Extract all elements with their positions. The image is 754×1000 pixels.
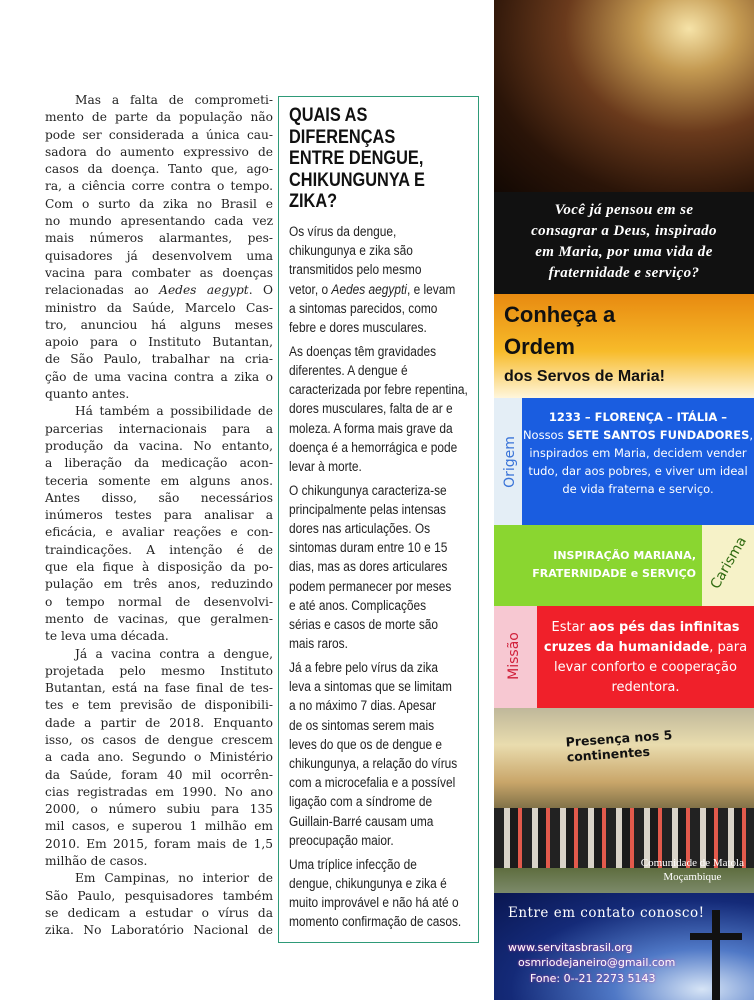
article-line: quanto antes. xyxy=(45,387,130,402)
box-line: chikungunya e zika são xyxy=(289,243,413,260)
article-line: Antes disso, são necessários xyxy=(45,490,273,505)
article-line: ra, a ciência corre contra o tempo. xyxy=(45,179,273,194)
sidebar-box-body xyxy=(289,223,472,937)
cross-icon xyxy=(712,910,720,1000)
box-line: principalmente pelas intensas xyxy=(289,501,447,518)
article-line: 2000, o número subiu para 135 xyxy=(45,802,273,817)
article-line: mais números alarmantes, pes- xyxy=(45,231,273,246)
box-line: sintomas duram entre 10 e 15 xyxy=(289,540,448,557)
article-line: Butantan, está na fase final de tes- xyxy=(45,681,273,696)
article-line: inúmeros testes para analisar a xyxy=(45,508,273,523)
box-line: moleza. A forma mais grave da xyxy=(289,420,453,437)
box-line: doença é a hemorrágica e pode xyxy=(289,439,458,456)
article-line: mento de parte da população não xyxy=(45,110,273,125)
box-line: muito improvável e não há até o xyxy=(289,894,459,911)
article-line: o tempo normal de desenvolvi- xyxy=(45,594,273,609)
box-line: Guillain-Barré causam uma xyxy=(289,813,434,830)
ad-question-line: fraternidade e serviço? xyxy=(548,265,700,281)
box-line: ligação com a síndrome de xyxy=(289,794,433,811)
article-line: vacina para combater as doenças xyxy=(45,265,273,280)
box-line: diferentes. A dengue é xyxy=(289,362,408,379)
article-line: isso, os casos de dengue crescem xyxy=(45,732,273,747)
article-line: casos da doença. Tanto que, ago- xyxy=(45,162,273,177)
article-line: cias registradas em 1990. No ano xyxy=(45,784,273,799)
community-country: Moçambique xyxy=(663,871,722,883)
origem-section xyxy=(494,398,754,525)
box-line: chikungunya, a relação do vírus xyxy=(289,755,458,772)
photo-caption: Presença nos 5 continentes xyxy=(565,727,673,765)
box-line: O chikungunya caracteriza-se xyxy=(289,482,447,499)
article-line: apoio para o Instituto Butantan, xyxy=(45,335,273,350)
box-line xyxy=(289,281,472,300)
box-line: dores nas articulações. Os xyxy=(289,521,431,538)
box-paragraph xyxy=(289,659,472,851)
article-column xyxy=(45,92,273,940)
contact-heading: Entre em contato conosco! xyxy=(508,905,705,921)
italic-term: Aedes aegypti xyxy=(331,281,407,298)
article-line: eficácia, e avaliar reações e con- xyxy=(45,525,273,540)
ad-headline-1: Conheça a xyxy=(504,302,616,327)
carisma-panel xyxy=(494,525,702,606)
ad-headline-section xyxy=(494,294,754,398)
box-line: caracterizada por febre repentina, xyxy=(289,382,468,399)
box-line: Já a febre pelo vírus da zika xyxy=(289,659,439,676)
phone-number: Fone: 0--21 2273 5143 xyxy=(530,972,656,985)
article-line: pode ser considerada a única cau- xyxy=(45,127,273,142)
origem-panel xyxy=(522,398,754,525)
article-line: Mas a falta de comprometi- xyxy=(75,93,273,107)
article-line: Há também a possibilidade de xyxy=(75,404,273,419)
article-line: ção de uma vacina contra a zika o xyxy=(45,369,273,384)
box-title-line: CHIKUNGUNYA E xyxy=(289,169,425,191)
box-line: Uma tríplice infecção de xyxy=(289,856,417,873)
box-line: As doenças têm gravidades xyxy=(289,343,437,360)
box-line: transmitidos pelo mesmo xyxy=(289,262,422,279)
missao-text-post: , para levar conforto e cooperação redentora. xyxy=(554,640,748,695)
article-line: projetada pelo mesmo Instituto xyxy=(45,663,273,678)
ad-headline-2: Ordem xyxy=(504,334,575,359)
italic-term: Aedes aegypt xyxy=(159,283,249,298)
box-line: a sintomas parecidos, como xyxy=(289,300,438,317)
carisma-line: FRATERNIDADE e SERVIÇO xyxy=(532,567,696,580)
text-segment: vetor, o xyxy=(289,281,332,298)
article-line: a liberação da medicação acon- xyxy=(45,456,273,471)
article-line: sadora do aumento expressivo de xyxy=(45,144,273,159)
article-line: milhão de casos. xyxy=(45,854,148,869)
box-line: sérias e casos de morte são xyxy=(289,617,439,634)
website-link[interactable]: www.servitasbrasil.org xyxy=(508,941,633,954)
origem-text-bold: SETE SANTOS FUNDADORES xyxy=(567,428,750,442)
box-line: mais raros. xyxy=(289,636,348,653)
box-line: a no máximo 7 dias. Apesar xyxy=(289,698,437,715)
ad-question xyxy=(494,192,754,294)
article-line: mento de vacinas, que geralmen- xyxy=(45,611,273,626)
text-segment: . O xyxy=(248,283,273,298)
article-line xyxy=(45,282,273,299)
box-line: leves do que os de dengue e xyxy=(289,736,443,753)
ad-question-line: Você já pensou em se xyxy=(554,202,694,218)
ad-question-line: consagrar a Deus, inspirado xyxy=(531,223,717,239)
article-line: São Paulo, pesquisadores também xyxy=(45,888,273,903)
carisma-section xyxy=(494,525,754,606)
cross-icon-bar xyxy=(690,933,742,940)
article-line: produção da vacina. No entanto, xyxy=(45,438,273,453)
article-line: dade a partir de 2018. Enquanto xyxy=(45,715,273,730)
origem-date: 1233 – FLORENÇA – ITÁLIA – xyxy=(548,410,728,424)
origem-text-pre: Nossos xyxy=(522,428,568,442)
article-line: pulação em três anos, reduzindo xyxy=(45,577,273,592)
article-line: no mundo apresentando cada vez xyxy=(45,214,273,229)
text-segment: relacionadas ao xyxy=(45,283,160,298)
box-line: leva a sintomas que se limitam xyxy=(289,679,452,696)
box-line: dias, mas as dores articulares xyxy=(289,559,448,576)
contact-section xyxy=(494,893,754,1000)
article-line: da Saúde, foram 40 mil ocorrên- xyxy=(45,767,273,782)
box-paragraph xyxy=(289,343,472,477)
carisma-label: Carisma xyxy=(707,534,751,592)
article-line: 2010. Em 2015, foram mais de 1,5 xyxy=(45,836,273,851)
article-line: mil casos, e superou 1 milhão em xyxy=(45,819,273,834)
box-line: preocupação maior. xyxy=(289,832,394,849)
box-line: momento confirmação de casos. xyxy=(289,914,462,931)
article-line: Com o surto da zika no Brasil e xyxy=(45,196,273,211)
box-line: levar à morte. xyxy=(289,458,362,475)
origem-text-post: , inspirados em Maria, decidem vender tudo, dar aos pobres, e viver um ideal de vida fraterna e serviço. xyxy=(528,428,754,496)
article-line: de São Paulo, trabalhar na cria- xyxy=(45,352,273,367)
article-line: a cada ano. Segundo o Ministério xyxy=(45,750,273,765)
sidebar-box-title xyxy=(289,105,478,213)
servos-de-maria-advertisement xyxy=(494,0,754,1000)
box-title-line: QUAIS AS xyxy=(289,105,368,126)
box-paragraph xyxy=(289,482,472,655)
missao-section xyxy=(494,606,754,708)
article-line: tes e tem previsão de disponibili- xyxy=(45,698,273,713)
missao-label: Missão xyxy=(505,632,522,680)
box-line: podem permanecer por meses xyxy=(289,578,452,595)
box-line: febre e dores musculares. xyxy=(289,320,427,337)
box-paragraph xyxy=(289,223,472,338)
box-line: Os vírus da dengue, xyxy=(289,224,397,240)
box-title-line: ENTRE DENGUE, xyxy=(289,148,424,169)
text-segment: , e levam xyxy=(406,281,456,298)
ad-headline-3: dos Servos de Maria! xyxy=(504,368,665,385)
box-line: dengue, chikungunya e zika é xyxy=(289,875,447,892)
box-line: com a microcefalia e a possível xyxy=(289,775,456,792)
community-name: Comunidade de Matola xyxy=(640,857,744,869)
article-line: que ela fique à disposição da po- xyxy=(45,560,273,575)
box-line: dores musculares, falta de ar e xyxy=(289,401,453,418)
box-title-line: DIFERENÇAS xyxy=(289,126,396,148)
article-line: tro, anunciou há alguns meses xyxy=(45,317,273,332)
missao-text-pre: Estar xyxy=(551,620,590,635)
article-line: Em Campinas, no interior de xyxy=(75,871,273,886)
article-line: se dedicam a estudar o vírus da xyxy=(45,905,273,920)
origem-label: Origem xyxy=(501,436,518,488)
article-line: ministro da Saúde, Marcelo Cas- xyxy=(45,300,273,315)
community-photo xyxy=(494,708,754,893)
article-line: parcerias internacionais para a xyxy=(45,421,273,436)
email-link[interactable]: osmriodejaneiro@gmail.com xyxy=(518,956,676,969)
box-title-line: ZIKA? xyxy=(289,191,338,212)
box-line: de os sintomas serem mais xyxy=(289,717,435,734)
article-line: quisadores já desenvolvem uma xyxy=(45,248,273,263)
article-line: Já a vacina contra a dengue, xyxy=(75,646,273,661)
ad-question-line: em Maria, por uma vida de xyxy=(535,244,713,260)
article-line: traindicações. A intenção é de xyxy=(45,542,273,557)
article-line: zika. No Laboratório Nacional de xyxy=(45,923,273,938)
carisma-line: INSPIRAÇÃO MARIANA, xyxy=(553,549,696,562)
box-line: e até anos. Complicações xyxy=(289,597,427,614)
missao-text-bold: aos pés das infinitas cruzes da humanidade xyxy=(543,620,740,655)
article-line: te leva uma década. xyxy=(45,629,169,644)
sidebar-box-differences xyxy=(278,96,479,943)
religious-painting-image xyxy=(494,0,754,192)
missao-panel xyxy=(537,606,754,708)
community-caption xyxy=(641,856,744,884)
box-paragraph xyxy=(289,856,472,933)
article-line: teceria somente em alguns anos. xyxy=(45,473,273,488)
